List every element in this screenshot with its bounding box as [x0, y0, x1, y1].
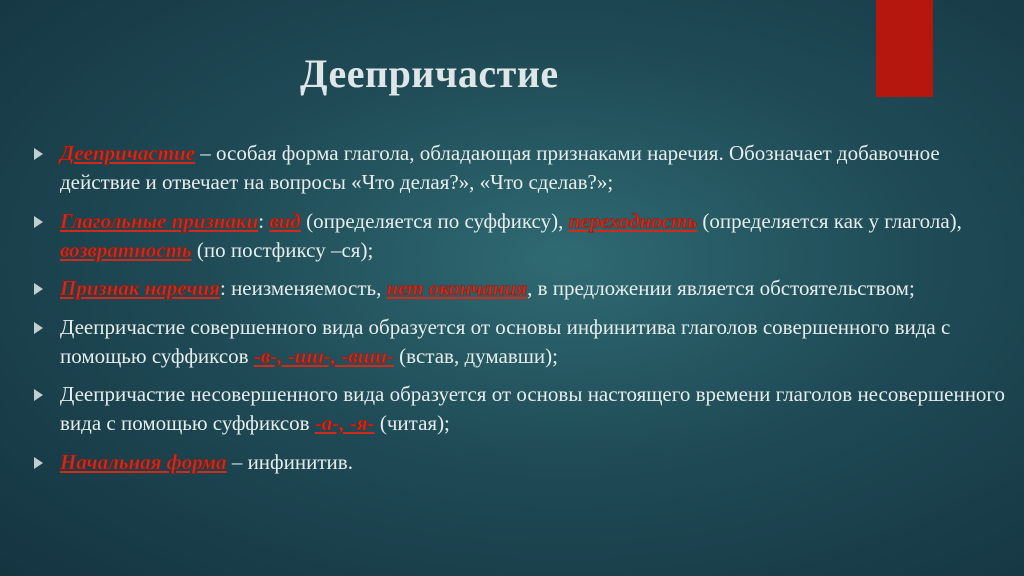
bullet-text: (определяется как у глагола), [697, 208, 962, 233]
term-highlight: -в-, -ши-, -вши- [253, 343, 394, 368]
bullet-item [28, 207, 1008, 265]
bullet-text: – особая форма глагола, обладающая признаками наречия. Обозначает добавочное действие и отвечает на вопросы «Что делая?», «Что сделав?»; [60, 141, 940, 194]
bullet-text: (определяется по суффиксу), [300, 208, 569, 233]
term-highlight: нет окончания [386, 276, 528, 300]
term-highlight: вид [269, 208, 301, 233]
bullet-text: (по постфиксу –ся); [191, 237, 374, 262]
bullet-item [28, 274, 1008, 303]
triangle-bullet-icon [34, 283, 43, 295]
triangle-bullet-icon [34, 457, 43, 469]
triangle-bullet-icon [34, 216, 43, 228]
term-highlight: Признак наречия [60, 276, 220, 300]
bullet-text: , в предложении является обстоятельством; [527, 276, 915, 300]
term-highlight: Глагольные признаки [60, 208, 259, 233]
bullet-item [28, 139, 1008, 197]
bullet-text: Деепричастие совершенного вида образуется от основы инфинитива глаголов совершенного вида с помощью суффиксов [60, 314, 951, 368]
bullet-item [28, 448, 1008, 477]
term-highlight: возвратность [60, 237, 192, 262]
bullet-text: (встав, думавши); [393, 343, 558, 368]
bullet-item [28, 313, 1008, 371]
bullet-list [28, 139, 1008, 486]
bullet-text: Деепричастие несовершенного вида образуется от основы настоящего времени глаголов несовершенного вида с помощью суффиксов [60, 382, 1006, 435]
term-highlight: Начальная форма [60, 449, 227, 474]
accent-bar [876, 0, 933, 97]
triangle-bullet-icon [34, 148, 43, 160]
slide-title: Деепричастие [300, 51, 559, 96]
term-highlight: -а-, -я- [314, 411, 375, 435]
bullet-text: (читая); [374, 411, 450, 435]
term-highlight: переходность [568, 208, 698, 233]
bullet-text: – инфинитив. [226, 449, 353, 474]
bullet-item [28, 380, 1008, 438]
bullet-text: : [258, 208, 270, 233]
term-highlight: Деепричастие [60, 141, 196, 165]
triangle-bullet-icon [34, 389, 43, 401]
triangle-bullet-icon [34, 322, 43, 334]
bullet-text: : неизменяемость, [219, 276, 387, 300]
